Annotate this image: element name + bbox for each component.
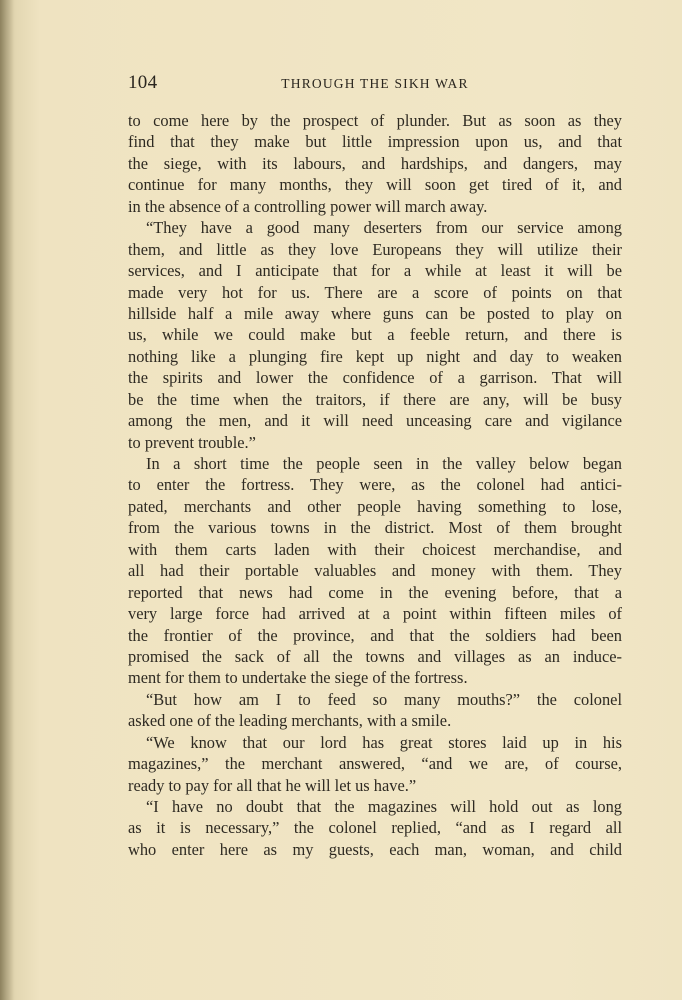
gutter-shadow xyxy=(0,0,14,1000)
text-line: all had their portable valuables and money with them. They xyxy=(128,561,622,581)
text-line: made very hot for us. There are a score of points on that xyxy=(128,282,622,302)
text-line: “We know that our lord has great stores laid up in his xyxy=(146,732,622,752)
text-line: to come here by the prospect of plunder. But as soon as they xyxy=(128,111,622,130)
text-line: continue for many months, they will soon get tired of it, and xyxy=(128,175,622,195)
body-text xyxy=(128,110,622,860)
text-line: among the men, and it will need unceasing care and vigilance xyxy=(128,411,622,431)
text-line: with them carts laden with their choicest merchandise, and xyxy=(128,539,622,559)
text-line: the spirits and lower the confidence of a garrison. That will xyxy=(128,368,622,388)
text-line: ready to pay for all that he will let us have.” xyxy=(128,775,417,795)
running-title: THROUGH THE SIKH WAR xyxy=(281,76,469,91)
text-line: asked one of the leading merchants, with a smile. xyxy=(128,711,452,731)
text-line: ment for them to undertake the siege of the fortress. xyxy=(128,668,468,688)
text-line: us, while we could make but a feeble return, and there is xyxy=(128,325,622,345)
text-line: from the various towns in the district. Most of them brought xyxy=(128,518,622,538)
text-line: who enter here as my guests, each man, woman, and child xyxy=(128,839,622,859)
text-line: “They have a good many deserters from our service among xyxy=(146,218,622,238)
text-line: pated, merchants and other people having something to lose, xyxy=(128,496,622,516)
text-line: “I have no doubt that the magazines will hold out as long xyxy=(146,797,622,816)
text-line: the frontier of the province, and that the soldiers had been xyxy=(128,625,622,645)
page-number: 104 xyxy=(128,72,158,93)
text-line: in the absence of a controlling power will march away. xyxy=(128,196,488,216)
text-line: very large force had arrived at a point within fifteen miles of xyxy=(128,604,622,624)
text-line: nothing like a plunging fire kept up night and day to weaken xyxy=(128,346,622,366)
text-line: “But how am I to feed so many mouths?” the colonel xyxy=(146,689,622,709)
text-line: as it is necessary,” the colonel replied, “and as I regard all xyxy=(128,818,622,838)
text-line: find that they make but little impression upon us, and that xyxy=(128,132,622,152)
text-line: services, and I anticipate that for a while at least it will be xyxy=(128,261,622,281)
page-header xyxy=(128,72,622,96)
text-line: promised the sack of all the towns and villages as an induce- xyxy=(128,646,622,666)
text-line: to enter the fortress. They were, as the colonel had antici- xyxy=(128,475,622,495)
text-line: reported that news had come in the evening before, that a xyxy=(128,582,622,602)
text-line: be the time when the traitors, if there are any, will be busy xyxy=(128,389,622,409)
text-line: them, and little as they love Europeans they will utilize their xyxy=(128,239,622,259)
text-line: In a short time the people seen in the valley below began xyxy=(146,454,622,473)
text-line: hillside half a mile away where guns can be posted to play on xyxy=(128,303,622,323)
text-line: the siege, with its labours, and hardships, and dangers, may xyxy=(128,153,622,173)
text-line: to prevent trouble.” xyxy=(128,432,256,452)
text-line: magazines,” the merchant answered, “and we are, of course, xyxy=(128,754,622,774)
